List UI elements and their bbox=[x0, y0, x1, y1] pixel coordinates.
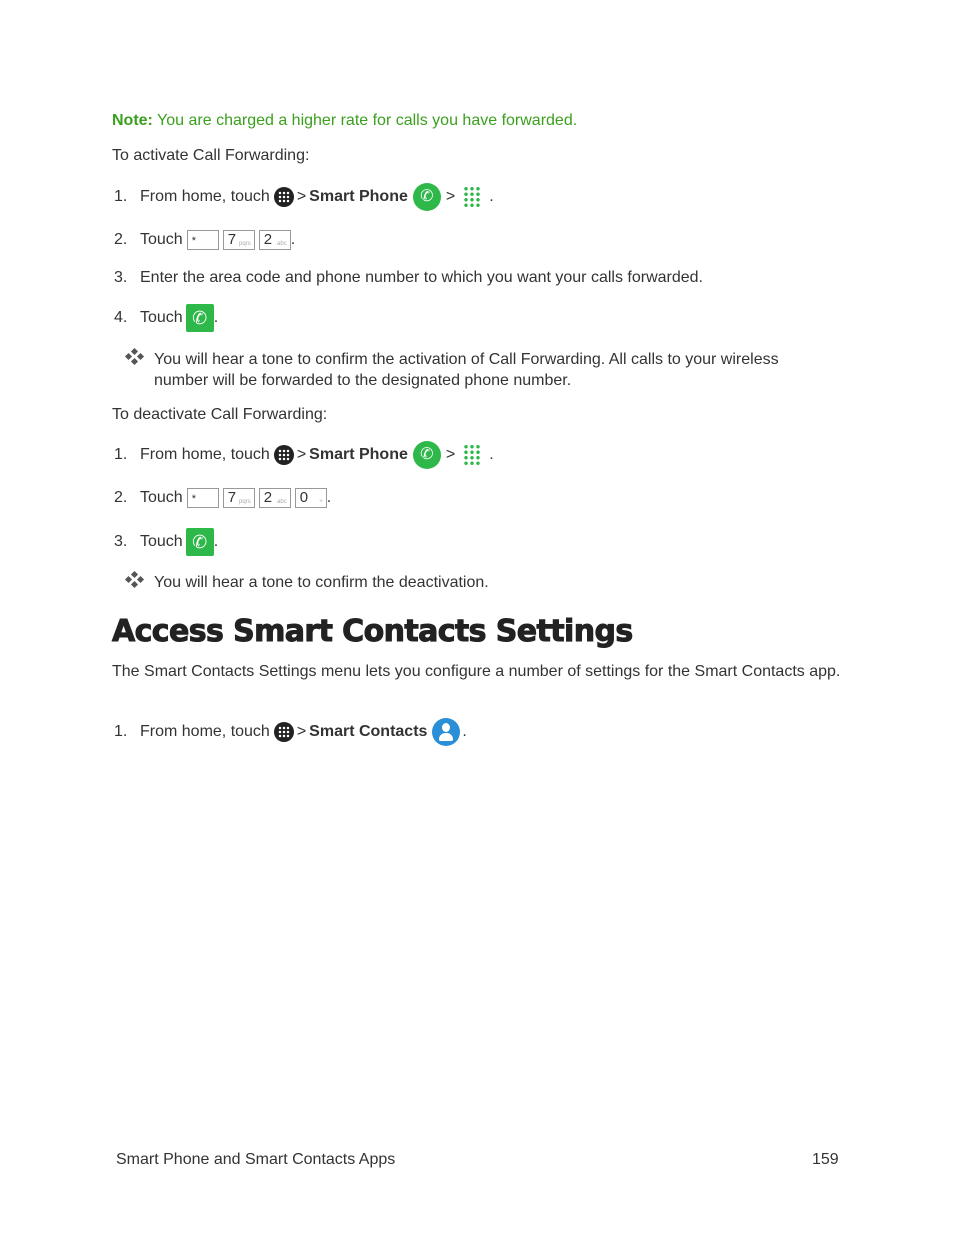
key-7: 7 pqrs bbox=[223, 488, 255, 508]
step-end: . bbox=[462, 723, 467, 740]
apps-icon bbox=[274, 445, 294, 465]
separator: > bbox=[296, 446, 307, 463]
page-number: 159 bbox=[812, 1151, 839, 1168]
bullet-text: You will hear a tone to confirm the activation of Call Forwarding. All calls to your wireless number will be forwarded to the designated phone number. bbox=[154, 351, 779, 389]
key-star: * bbox=[187, 230, 219, 250]
step-end: . bbox=[213, 309, 219, 326]
activate-step-1 bbox=[114, 183, 494, 211]
app-name: Smart Phone bbox=[309, 446, 408, 463]
key-2: 2 abc bbox=[259, 230, 291, 250]
call-button-icon: ✆ bbox=[186, 304, 214, 332]
step-text: From home, touch bbox=[140, 188, 270, 205]
separator: > bbox=[445, 188, 456, 205]
key-7: 7 pqrs bbox=[223, 230, 255, 250]
key-star: * bbox=[187, 488, 219, 508]
separator: > bbox=[296, 188, 307, 205]
phone-icon: ✆ bbox=[413, 183, 441, 211]
activate-step-4 bbox=[114, 304, 218, 332]
step-text: From home, touch bbox=[140, 723, 270, 740]
step-text: Touch bbox=[140, 309, 183, 326]
note-text: You are charged a higher rate for calls you have forwarded. bbox=[157, 112, 578, 129]
footer-title: Smart Phone and Smart Contacts Apps bbox=[116, 1151, 396, 1168]
step-number: 1. bbox=[114, 446, 128, 463]
apps-icon bbox=[274, 722, 294, 742]
step-number: 3. bbox=[114, 533, 128, 550]
note-label: Note: bbox=[112, 112, 153, 129]
step-number: 2. bbox=[114, 231, 128, 248]
contacts-icon bbox=[432, 718, 460, 746]
step-number: 4. bbox=[114, 309, 128, 326]
step-end: . bbox=[489, 188, 494, 205]
deactivate-step-3 bbox=[114, 528, 218, 556]
dialpad-icon bbox=[463, 186, 481, 208]
step-end: . bbox=[326, 489, 332, 506]
phone-icon: ✆ bbox=[413, 441, 441, 469]
call-button-icon: ✆ bbox=[186, 528, 214, 556]
step-end: . bbox=[213, 533, 219, 550]
dialpad-icon bbox=[463, 444, 481, 466]
activate-intro: To activate Call Forwarding: bbox=[112, 147, 310, 164]
bullet-text: You will hear a tone to confirm the deactivation. bbox=[154, 574, 489, 591]
section-intro: The Smart Contacts Settings menu lets you configure a number of settings for the Smart Contacts app. bbox=[112, 663, 841, 680]
note bbox=[112, 112, 577, 130]
step-text: Enter the area code and phone number to which you want your calls forwarded. bbox=[140, 269, 703, 286]
key-2: 2 abc bbox=[259, 488, 291, 508]
step-end: . bbox=[290, 231, 296, 248]
step-text: Touch bbox=[140, 489, 183, 506]
step-number: 2. bbox=[114, 489, 128, 506]
step-number: 1. bbox=[114, 723, 128, 740]
step-text: Touch bbox=[140, 533, 183, 550]
step-end: . bbox=[489, 446, 494, 463]
deactivate-step-2 bbox=[114, 488, 331, 508]
contacts-step-1 bbox=[114, 718, 467, 746]
key-0: 0 + bbox=[295, 488, 327, 508]
bullet-diamond-icon bbox=[126, 349, 144, 367]
deactivate-intro: To deactivate Call Forwarding: bbox=[112, 406, 328, 423]
apps-icon bbox=[274, 187, 294, 207]
step-number: 3. bbox=[114, 269, 128, 286]
app-name: Smart Contacts bbox=[309, 723, 428, 740]
bullet-diamond-icon bbox=[126, 572, 144, 590]
separator: > bbox=[445, 446, 456, 463]
app-name: Smart Phone bbox=[309, 188, 408, 205]
activate-step-2 bbox=[114, 230, 295, 250]
separator: > bbox=[296, 723, 307, 740]
step-number: 1. bbox=[114, 188, 128, 205]
step-text: Touch bbox=[140, 231, 183, 248]
deactivate-step-1 bbox=[114, 441, 494, 469]
section-heading: Access Smart Contacts Settings bbox=[112, 614, 633, 649]
step-text: From home, touch bbox=[140, 446, 270, 463]
activate-step-3 bbox=[114, 269, 703, 287]
